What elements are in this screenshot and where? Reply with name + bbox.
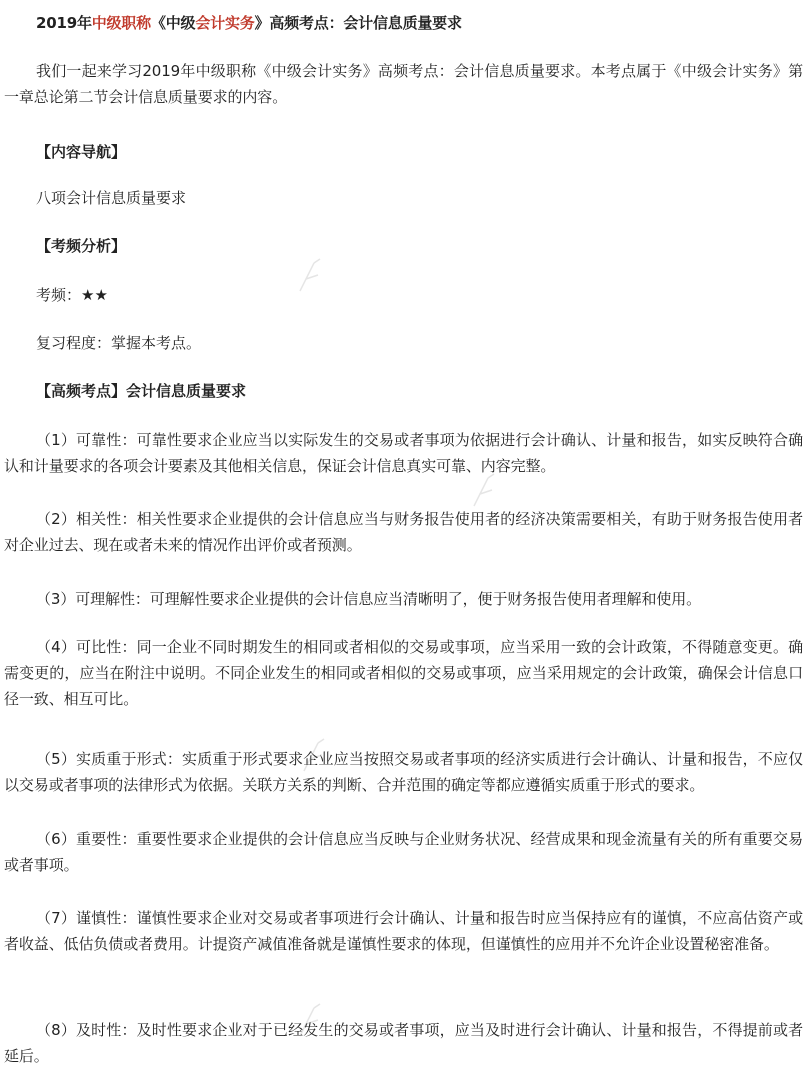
watermark-mark bbox=[470, 470, 500, 510]
watermark-mark bbox=[300, 735, 330, 775]
item-timeliness: （8）及时性：及时性要求企业对于已经发生的交易或者事项，应当及时进行会计确认、计量和报告，不得提前或者延后。 bbox=[4, 1021, 803, 1065]
nav-heading: 【内容导航】 bbox=[36, 143, 127, 161]
watermark-mark bbox=[296, 255, 326, 295]
item-comparability: （4）可比性：同一企业不同时期发生的相同或者相似的交易或事项，应当采用一致的会计政策，不得随意变更。确需变更的，应当在附注中说明。不同企业发生的相同或者相似的交易或事项，应当采用规定的会计政策，确保会计信息口径一致、相互可比。 bbox=[4, 638, 803, 708]
item-substance-over-form: （5）实质重于形式：实质重于形式要求企业应当按照交易或者事项的经济实质进行会计确认、计量和报告，不应仅以交易或者事项的法律形式为依据。关联方关系的判断、合并范围的确定等都应遵循实质重于形式的要求。 bbox=[4, 750, 803, 794]
item-relevance: （2）相关性：相关性要求企业提供的会计信息应当与财务报告使用者的经济决策需要相关，有助于财务报告使用者对企业过去、现在或者未来的情况作出评价或者预测。 bbox=[4, 510, 803, 554]
title-link-kuaiji[interactable]: 会计实务 bbox=[195, 14, 255, 32]
nav-content: 八项会计信息质量要求 bbox=[36, 189, 187, 207]
title-link-zhongji[interactable]: 中级职称 bbox=[91, 14, 151, 32]
title-suffix: 》高频考点：会计信息质量要求 bbox=[254, 14, 462, 32]
article-title bbox=[36, 12, 462, 33]
frequency-line: 考频：★★ bbox=[36, 286, 108, 304]
item-materiality: （6）重要性：重要性要求企业提供的会计信息应当反映与企业财务状况、经营成果和现金流量有关的所有重要交易或者事项。 bbox=[4, 830, 803, 874]
item-understandability: （3）可理解性：可理解性要求企业提供的会计信息应当清晰明了，便于财务报告使用者理解和使用。 bbox=[36, 590, 702, 608]
watermark-mark bbox=[296, 1000, 326, 1040]
analysis-heading: 【考频分析】 bbox=[36, 237, 127, 255]
item-reliability: （1）可靠性：可靠性要求企业应当以实际发生的交易或者事项为依据进行会计确认、计量和报告，如实反映符合确认和计量要求的各项会计要素及其他相关信息，保证会计信息真实可靠、内容完整。 bbox=[4, 431, 803, 475]
key-point-heading: 【高频考点】会计信息质量要求 bbox=[36, 382, 247, 400]
title-mid: 《中级 bbox=[150, 14, 196, 32]
item-prudence: （7）谨慎性：谨慎性要求企业对交易或者事项进行会计确认、计量和报告时应当保持应有的谨慎，不应高估资产或者收益、低估负债或者费用。计提资产减值准备就是谨慎性要求的体现，但谨慎性的应用并不允许企业设置秘密准备。 bbox=[4, 909, 803, 953]
intro-paragraph: 我们一起来学习2019年中级职称《中级会计实务》高频考点：会计信息质量要求。本考点属于《中级会计实务》第一章总论第二节会计信息质量要求的内容。 bbox=[4, 62, 803, 106]
title-prefix: 2019年 bbox=[36, 14, 92, 32]
review-level-line: 复习程度：掌握本考点。 bbox=[36, 334, 202, 352]
